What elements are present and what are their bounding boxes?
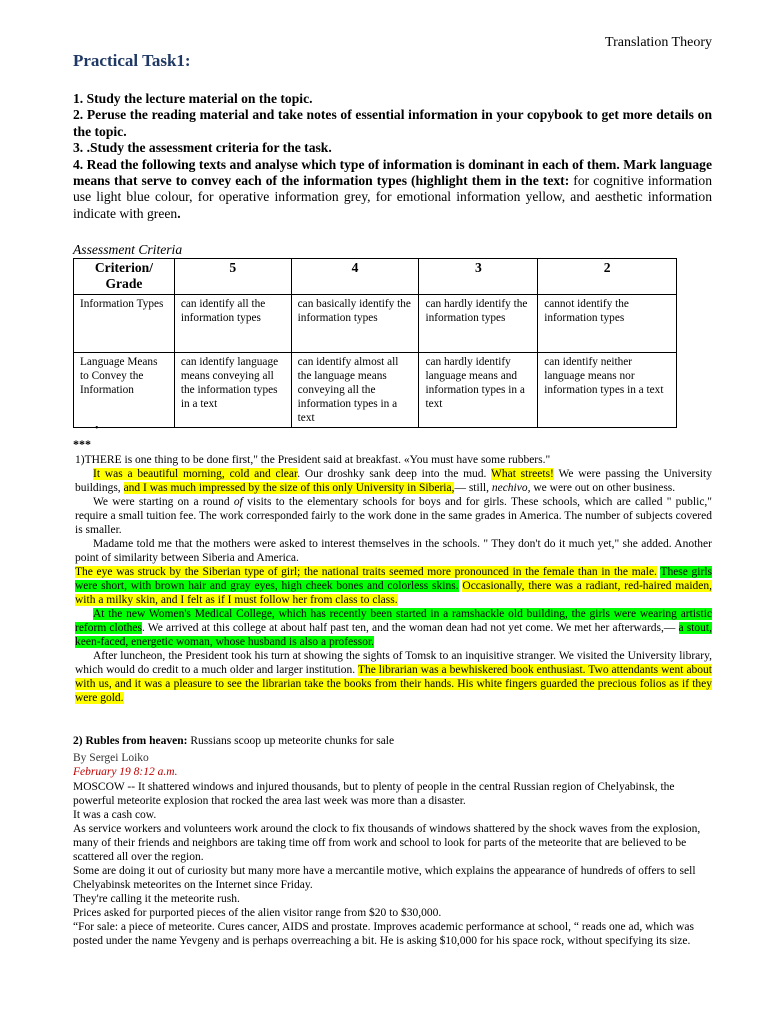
course-header: Translation Theory — [605, 35, 712, 50]
highlight-green: a stout, keen-faced, energetic woman, whose husband is also a professor. — [75, 622, 712, 648]
highlight-yellow: The eye was struck by the Siberian type of girl; the national traits seemed more pronounced in the female than in the male. — [75, 566, 657, 578]
table-cell: can hardly identify language means and information types in a text — [419, 353, 538, 428]
section-separator: *** — [73, 437, 91, 451]
instructions-list — [73, 91, 712, 222]
highlight-yellow: What streets! — [491, 468, 554, 480]
page-title: Practical Task1: — [73, 51, 191, 70]
article-byline: By Sergei Loiko — [73, 752, 149, 764]
paragraph: As service workers and volunteers work around the clock to fix thousands of windows shattered by the shock waves from the explosion, many of their friends and neighbors are taking time off from work and school to look for parts of the meteorite that are believed to be scattered all over the region. — [73, 823, 701, 863]
highlight-yellow: and I was much impressed by the size of this only University in Siberia, — [123, 482, 455, 494]
text-run: . Our droshky sank deep into the mud. — [297, 468, 491, 480]
paragraph — [75, 607, 712, 649]
paragraph: Madame told me that the mothers were asked to interest themselves in the schools. " They don't do it much yet," she added. Another point of similarity between Siberia and America. — [75, 538, 712, 564]
assessment-label: Assessment Criteria — [73, 242, 183, 257]
paragraph: 1)THERE is one thing to be done first," the President said at breakfast. «You must have some rubbers." — [75, 454, 551, 466]
instruction-4-end: . — [177, 205, 181, 221]
highlight-yellow: It was a beautiful morning, cold and clear — [93, 468, 298, 480]
table-header-cell: 5 — [174, 259, 291, 295]
table-header-cell: 4 — [291, 259, 419, 295]
text-run: — still, — [454, 482, 492, 494]
table-cell: cannot identify the information types — [538, 295, 677, 353]
table-cell: Information Types — [74, 295, 175, 353]
text-run: we were out on other business. — [530, 482, 676, 494]
table-cell: can identify all the information types — [174, 295, 291, 353]
paragraph — [75, 565, 712, 607]
highlight-yellow: Occasionally, there was a radiant, red-haired maiden, with a milky skin, and I felt as if I must follow her from class to class. — [75, 580, 713, 606]
table-row — [74, 295, 677, 353]
instruction-4-bold: 4. Read the following texts and analyse which type of information is dominant in each of them. Mark language means that serve to convey each of the information types (highlight them in the text: — [73, 156, 712, 189]
article-title-rest: Russians scoop up meteorite chunks for sale — [187, 735, 395, 747]
reading-text-1 — [75, 453, 712, 705]
italic-word: of — [233, 496, 243, 508]
paragraph: Some are doing it out of curiosity but many more have a mercantile motive, which explains the appearance of hundreds of offers to sell Chelyabinsk meteorites on the Internet since Friday. — [73, 865, 696, 891]
article-title-bold: 2) Rubles from heaven: — [73, 735, 188, 747]
table-row — [74, 353, 677, 428]
text-run: We were starting on a round — [93, 496, 234, 508]
article-title — [73, 735, 394, 747]
paragraph: Prices asked for purported pieces of the alien visitor range from $20 to $30,000. — [73, 907, 442, 919]
text-run: We were passing the University buildings, — [75, 468, 712, 494]
paragraph — [75, 495, 712, 537]
table-cell: can basically identify the information types — [291, 295, 419, 353]
reading-text-2 — [73, 780, 713, 948]
paragraph — [75, 649, 712, 705]
text-run: After luncheon, the President took his turn at showing the sights of Tomsk to an inquisitive stranger. We visited the University library, which would do credit to a much older and larger institution. — [75, 650, 712, 676]
instruction-4 — [73, 157, 712, 223]
paragraph: It was a cash cow. — [73, 809, 157, 821]
table-header-row — [74, 259, 677, 295]
table-cell: can identify almost all the language means conveying all the information types in a text — [291, 353, 419, 428]
article-date: February 19 8:12 a.m. — [73, 766, 178, 778]
table-header-cell: 3 — [419, 259, 538, 295]
paragraph: MOSCOW -- It shattered windows and injured thousands, but to plenty of people in the central Russian region of Chelyabinsk, the powerful meteorite explosion that rocked the area last week was more than a disaster. — [73, 781, 675, 807]
paragraph: They're calling it the meteorite rush. — [73, 893, 240, 905]
text-run: . We arrived at this college at about half past ten, and the woman dean had not yet come. We met her afterwards,— — [142, 622, 679, 634]
highlight-green: At the new Women's Medical College, which has recently been started in a ramshackle old building, the girls were wearing artistic reform clothes — [75, 608, 712, 634]
highlight-yellow: The librarian was a bewhiskered book enthusiast. Two attendants went about with us, and it was a pleasure to see the librarian take the books from their hands. His white fingers guarded the precious folios as if they were gold. — [75, 664, 712, 704]
instruction-2: 2. Peruse the reading material and take notes of essential information in your copybook to get more details on the topic. — [73, 107, 712, 139]
italic-word: nechivo, — [491, 482, 531, 494]
instruction-4-rest: for cognitive information use light blue colour, for operative information grey, for emotional information yellow, and aesthetic information indicate with green — [73, 173, 713, 221]
table-cell: can hardly identify the information types — [419, 295, 538, 353]
table-cell: Language Means to Convey the Information — [74, 353, 175, 428]
instruction-1: 1. Study the lecture material on the topic. — [73, 91, 313, 106]
table-cell: can identify neither language means nor information types in a text — [538, 353, 677, 428]
paragraph: “For sale: a piece of meteorite. Cures cancer, AIDS and prostate. Improves academic performance at school, “ reads one ad, which was posted under the name Yevgeny and is perhaps overreaching a bit. He is asking $10,000 for his space rock, without specifying its size. — [73, 921, 694, 947]
table-header-cell: 2 — [538, 259, 677, 295]
table-cell: can identify language means conveying all the information types in a text — [174, 353, 291, 428]
table-header-cell: Criterion/ Grade — [74, 259, 175, 295]
instruction-3: 3. .Study the assessment criteria for the task. — [73, 140, 332, 156]
assessment-table — [73, 258, 677, 428]
bullet-point: • — [95, 423, 99, 434]
paragraph — [75, 467, 712, 495]
highlight-green: These girls were short, with brown hair and gray eyes, high cheek bones and colorless skins. — [75, 566, 713, 592]
text-run: visits to the elementary schools for boys and for girls. These schools, which are called " public," require a small tuition fee. The work corresponded fairly to the work done in the same grades in America. The number of subjects covered is smaller. — [75, 496, 712, 536]
